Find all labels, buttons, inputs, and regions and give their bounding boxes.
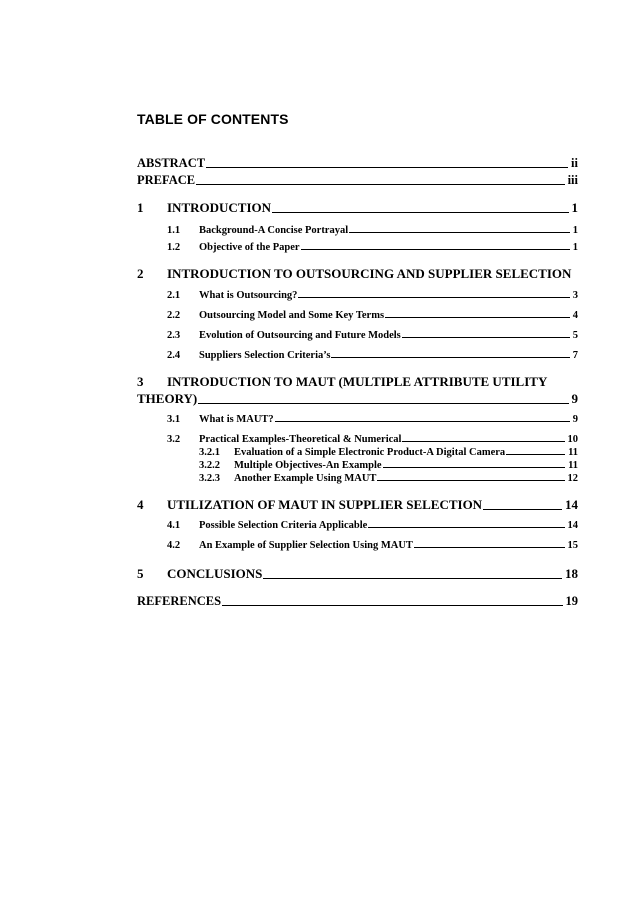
dot-leader xyxy=(402,337,570,338)
toc-entry-number: 1.1 xyxy=(167,225,181,236)
toc-entry-label: Another Example Using MAUT xyxy=(234,473,377,484)
toc-entry-section-2-2[interactable] xyxy=(167,310,578,321)
toc-entry-page: 9 xyxy=(571,391,578,406)
toc-entry-chapter-2[interactable] xyxy=(137,266,571,282)
toc-entry-section-1-2[interactable] xyxy=(167,242,578,253)
dot-leader xyxy=(196,184,564,185)
toc-entry-label: What is Outsourcing? xyxy=(199,290,298,301)
toc-entry-page: 4 xyxy=(572,310,578,321)
toc-entry-preface[interactable] xyxy=(137,173,578,188)
page-title: TABLE OF CONTENTS xyxy=(137,111,289,127)
dot-leader xyxy=(298,297,569,298)
toc-entry-number: 3 xyxy=(137,374,144,389)
toc-entry-page: 3 xyxy=(572,290,578,301)
dot-leader xyxy=(198,403,568,404)
toc-entry-chapter-5[interactable] xyxy=(137,566,578,582)
toc-entry-number: 2.3 xyxy=(167,330,181,341)
toc-entry-number: 1.2 xyxy=(167,242,181,253)
dot-leader xyxy=(414,547,565,548)
dot-leader xyxy=(331,357,569,358)
toc-entry-number: 2.4 xyxy=(167,350,181,361)
dot-leader xyxy=(349,232,570,233)
toc-entry-label: ABSTRACT xyxy=(137,156,206,170)
toc-entry-label: Objective of the Paper xyxy=(199,242,300,253)
toc-entry-number: 3.2.3 xyxy=(199,473,220,484)
toc-entry-page: 5 xyxy=(572,330,578,341)
toc-entry-number: 4 xyxy=(137,497,144,512)
dot-leader xyxy=(377,480,564,481)
toc-entry-label: UTILIZATION OF MAUT IN SUPPLIER SELECTION xyxy=(167,497,483,512)
toc-entry-number: 2.1 xyxy=(167,290,181,301)
toc-entry-page: 1 xyxy=(572,225,578,236)
toc-entry-label: What is MAUT? xyxy=(199,414,274,425)
toc-entry-references[interactable] xyxy=(137,594,578,609)
toc-entry-number: 1 xyxy=(137,200,144,215)
toc-entry-subsection-3-2-2[interactable] xyxy=(199,460,578,471)
toc-entry-label: Evaluation of a Simple Electronic Product-A Digital Camera xyxy=(234,447,506,458)
toc-entry-number: 2.2 xyxy=(167,310,181,321)
toc-entry-page: 12 xyxy=(567,473,578,484)
toc-entry-subsection-3-2-1[interactable] xyxy=(199,447,578,458)
toc-entry-section-2-4[interactable] xyxy=(167,350,578,361)
dot-leader xyxy=(506,454,565,455)
toc-entry-page: 15 xyxy=(567,540,578,551)
dot-leader xyxy=(383,467,566,468)
toc-entry-label: CONCLUSIONS xyxy=(167,566,263,581)
toc-entry-label: Evolution of Outsourcing and Future Models xyxy=(199,330,401,341)
toc-entry-page: 1 xyxy=(572,242,578,253)
toc-entry-page: iii xyxy=(567,173,578,187)
dot-leader xyxy=(402,441,564,442)
dot-leader xyxy=(272,212,568,213)
dot-leader xyxy=(301,249,570,250)
toc-entry-section-1-1[interactable] xyxy=(167,225,578,236)
toc-entry-number: 4.1 xyxy=(167,520,181,531)
toc-entry-label: INTRODUCTION TO OUTSOURCING AND SUPPLIER SELECTION xyxy=(167,266,572,281)
toc-entry-number: 4.2 xyxy=(167,540,181,551)
toc-entry-page: 10 xyxy=(567,434,578,445)
toc-entry-abstract[interactable] xyxy=(137,156,578,171)
toc-entry-page: 19 xyxy=(565,594,578,608)
toc-entry-page: 11 xyxy=(568,447,578,458)
dot-leader xyxy=(222,605,562,606)
toc-entry-subsection-3-2-3[interactable] xyxy=(199,473,578,484)
dot-leader xyxy=(483,509,562,510)
toc-entry-section-4-1[interactable] xyxy=(167,520,578,531)
toc-entry-page: 18 xyxy=(565,566,578,581)
toc-entry-section-4-2[interactable] xyxy=(167,540,578,551)
toc-entry-label: PREFACE xyxy=(137,173,196,187)
toc-entry-page: 9 xyxy=(572,414,578,425)
toc-entry-page: 7 xyxy=(572,350,578,361)
dot-leader xyxy=(368,527,564,528)
toc-entry-section-2-3[interactable] xyxy=(167,330,578,341)
toc-entry-label: Practical Examples-Theoretical & Numerical xyxy=(199,434,402,445)
toc-entry-number: 3.1 xyxy=(167,414,181,425)
toc-entry-page: 11 xyxy=(568,460,578,471)
toc-entry-label: Background-A Concise Portrayal xyxy=(199,225,349,236)
toc-entry-page: 14 xyxy=(567,520,578,531)
toc-entry-label: Possible Selection Criteria Applicable xyxy=(199,520,368,531)
toc-entry-section-3-1[interactable] xyxy=(167,414,578,425)
toc-entry-number: 2 xyxy=(137,266,144,281)
dot-leader xyxy=(263,578,562,579)
toc-entry-section-3-2[interactable] xyxy=(167,434,578,445)
toc-entry-number: 3.2 xyxy=(167,434,181,445)
toc-entry-label: Suppliers Selection Criteria’s xyxy=(199,350,331,361)
toc-entry-label: REFERENCES xyxy=(137,594,222,608)
toc-entry-chapter-3-line-2[interactable] xyxy=(137,391,578,407)
toc-entry-number: 3.2.1 xyxy=(199,447,220,458)
toc-entry-chapter-4[interactable] xyxy=(137,497,578,513)
toc-entry-label: Multiple Objectives-An Example xyxy=(234,460,382,471)
toc-entry-label-continued: THEORY) xyxy=(137,391,198,406)
dot-leader xyxy=(206,167,568,168)
toc-entry-page: ii xyxy=(571,156,578,170)
dot-leader xyxy=(385,317,570,318)
toc-entry-label: INTRODUCTION xyxy=(167,200,272,215)
toc-entry-label: Outsourcing Model and Some Key Terms xyxy=(199,310,385,321)
toc-entry-chapter-1[interactable] xyxy=(137,200,578,216)
dot-leader xyxy=(275,421,570,422)
toc-entry-number: 3.2.2 xyxy=(199,460,220,471)
toc-entry-chapter-3-line-1[interactable] xyxy=(137,374,547,390)
toc-entry-page: 1 xyxy=(571,200,578,215)
toc-entry-label: INTRODUCTION TO MAUT (MULTIPLE ATTRIBUTE UTILITY xyxy=(167,374,548,389)
toc-entry-label: An Example of Supplier Selection Using MAUT xyxy=(199,540,413,551)
toc-entry-section-2-1[interactable] xyxy=(167,290,578,301)
toc-entry-page: 14 xyxy=(565,497,578,512)
toc-entry-number: 5 xyxy=(137,566,144,581)
